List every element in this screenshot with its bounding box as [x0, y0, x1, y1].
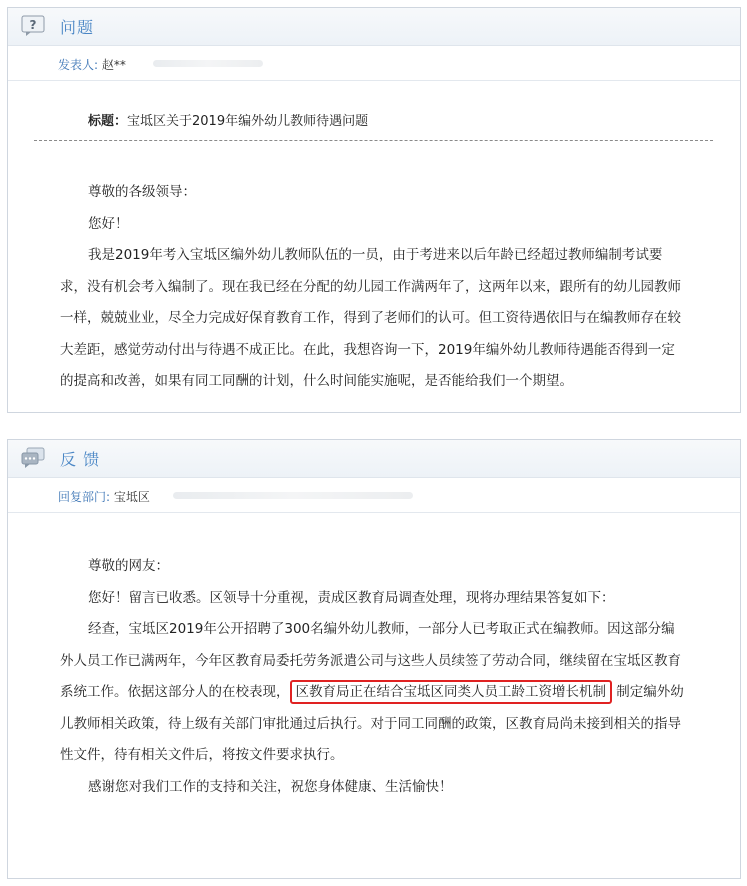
dept-row [8, 478, 740, 513]
feedback-paragraph: 经查，宝坻区2019年公开招聘了300名编外幼儿教师，一部分人已考取正式在编教师。因这部分编外人员工作已满两年，今年区教育局委托劳务派遣公司与这些人员续签了劳动合同，继续留在宝坻区教育系统工作。依据这部分人的在校表现， 区教育局正在结合宝坻区同类人员工龄工资增长机制 制定编外幼儿教师相关政策，待上级有关部门审批通过后执行。对于同工同酬的政策，区教育局尚未接到相关的指导性文件，待有相关文件后，将按文件要求执行。 [60, 621, 684, 763]
feedback-panel-header [8, 440, 740, 478]
question-paragraph: 我是2019年考入宝坻区编外幼儿教师队伍的一员，由于考进来以后年龄已经超过教师编制考试要求，没有机会考入编制了。现在我已经在分配的幼儿园工作满两年了，这两年以来，跟所有的幼儿园教师一样，兢兢业业，尽全力完成好保育教育工作，得到了老师们的认可。但工资待遇依旧与在编教师存在较大差距，感觉劳动付出与待遇不成正比。在此，我想咨询一下，2019年编外幼儿教师待遇能否得到一定的提高和改善，如果有同工同酬的计划，什么时间能实施呢，是否能给我们一个期望。 [60, 247, 681, 389]
question-icon [21, 15, 45, 37]
subject-line [88, 110, 368, 129]
question-body [60, 177, 688, 398]
dashed-divider [34, 140, 713, 141]
question-panel [7, 7, 741, 413]
feedback-header-title: 反 馈 [60, 450, 101, 469]
svg-text:?: ? [29, 18, 37, 32]
sender-label: 发表人: [58, 58, 99, 72]
sender-row [8, 46, 740, 81]
feedback-greeting: 尊敬的网友： [88, 558, 169, 574]
feedback-body [60, 551, 688, 803]
question-header-title: 问题 [60, 18, 95, 37]
highlighted-text: 区教育局正在结合宝坻区同类人员工龄工资增长机制 [290, 680, 613, 704]
feedback-panel [7, 439, 741, 879]
feedback-intro: 您好！留言已收悉。区领导十分重视，责成区教育局调查处理，现将办理结果答复如下： [88, 589, 615, 606]
redacted-text [153, 60, 263, 67]
subject-label: 标题： [88, 114, 128, 129]
hello: 您好！ [88, 215, 129, 232]
redacted-text [173, 492, 413, 499]
feedback-closing: 感谢您对我们工作的支持和关注，祝您身体健康、生活愉快！ [88, 778, 453, 795]
dept-label: 回复部门: [58, 490, 111, 504]
question-panel-header [8, 8, 740, 46]
dept-value: 宝坻区 [113, 490, 150, 504]
chat-bubble-icon [21, 447, 45, 469]
sender-value: 赵** [101, 58, 126, 72]
subject-value: 宝坻区关于2019年编外幼儿教师待遇问题 [127, 114, 369, 129]
greeting: 尊敬的各级领导： [88, 184, 196, 200]
